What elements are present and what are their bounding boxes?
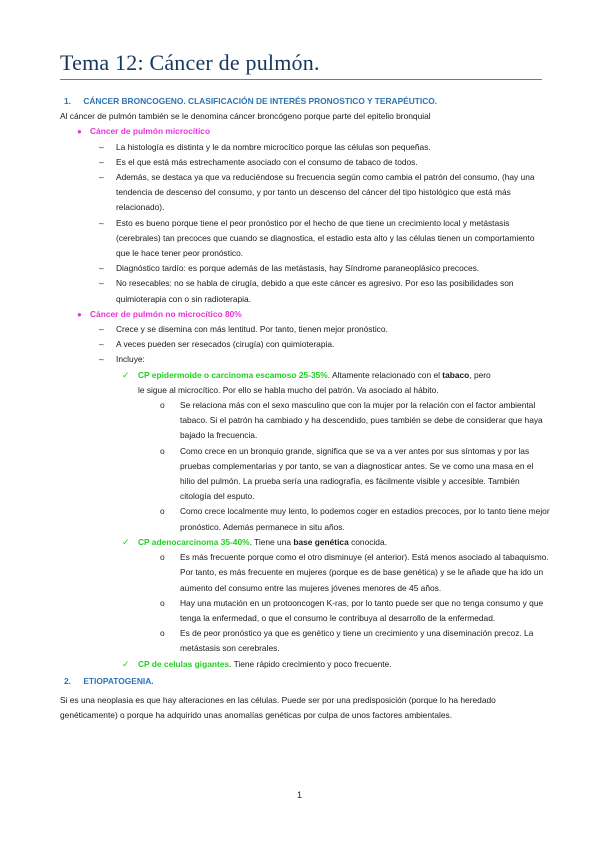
list-item-text: Esto es bueno porque tiene el peor pronóstico por el hecho de que tiene un crecimiento local y metástasis (cerebrales) tan precoces que cuando se diagnostica, el estadio esta alto y las células tienen un comportamiento que le hace tener peor pronóstico. (116, 217, 535, 259)
microcitico-heading: Cáncer de pulmón microcítico (90, 126, 211, 137)
epidermoide-label: CP epidermoide o carcinoma escamoso 25-35% (138, 369, 328, 380)
dash-icon: – (99, 339, 104, 350)
adenocarcinoma-text: . Tiene una (249, 536, 292, 547)
bullet-dot-icon: ● (77, 309, 82, 319)
no-microcitico-heading-row (60, 307, 550, 322)
circle-o-icon: o (160, 597, 165, 608)
check-icon: ✓ (122, 369, 130, 380)
sub-list-item-text: Se relaciona más con el sexo masculino que con la mujer por la relación con el factor ambiental tabaco. Si el patrón ha cambiado y ha descendido, pues también se debe de considerar que haya bajado la frecuencia. (180, 400, 543, 441)
check-icon: ✓ (122, 658, 130, 669)
adenocarcinoma-bold: base genética (293, 536, 349, 547)
sub-list-item-text: Es más frecuente porque como el otro disminuye (el anterior). Está menos asociado al tabaquismo. Por tanto, es más frecuente en mujeres (porque es de base genética) y se le añade que ha ido un aumento del consumo entre las mujeres jóvenes menores de 45 años. (180, 552, 549, 593)
dash-icon: – (99, 141, 104, 152)
dash-icon: – (99, 263, 104, 274)
dash-icon: – (99, 324, 104, 335)
list-item-text: A veces pueden ser resecados (cirugía) con quimioterapia. (116, 339, 335, 350)
list-item-text: Incluye: (116, 354, 145, 365)
section-2-title: ETIOPATOGENIA. (83, 675, 154, 686)
dash-icon: – (99, 354, 104, 365)
list-item (60, 216, 550, 262)
list-item (60, 155, 550, 170)
adenocarcinoma-label: CP adenocarcinoma 35-40% (138, 536, 250, 547)
celulas-gigantes-text: . Tiene rápido crecimiento y poco frecuente. (229, 658, 392, 669)
sub-list-item (60, 444, 550, 505)
celulas-gigantes-item (60, 657, 550, 672)
list-item-text: Diagnóstico tardío: es porque además de las metástasis, hay Síndrome paraneoplásico precoces. (116, 263, 480, 274)
list-item-text: No resecables: no se habla de cirugía, debido a que este cáncer es agresivo. Por eso las posibilidades son quimioterapia con o sin radioterapia. (116, 278, 514, 304)
sub-list-item-text: Como crece localmente muy lento, lo podemos coger en estadios precoces, por lo tanto tiene mejor pronóstico. Además permanece in situ años. (180, 506, 550, 532)
circle-o-icon: o (160, 552, 165, 563)
adenocarcinoma-item (60, 535, 550, 550)
list-item (60, 170, 550, 216)
bullet-dot-icon: ● (77, 127, 82, 137)
section-2-paragraph: Si es una neoplasia es que hay alteraciones en las células. Puede ser por una predisposición (porque lo ha heredado genéticamente) o porque ha adquirido unas anomalías genéticas por culpa de unos factores ambientales. (60, 694, 496, 721)
list-item (60, 276, 550, 306)
sub-list-item (60, 550, 550, 596)
sub-list-item (60, 398, 550, 444)
section-1-heading (64, 94, 550, 109)
epidermoide-cont: le sigue al microcítico. Por ello se habla mucho del patrón. Va asociado al hábito. (138, 384, 439, 395)
check-icon: ✓ (122, 536, 130, 547)
sub-list-item (60, 626, 550, 656)
adenocarcinoma-text-end: conocida. (351, 536, 387, 547)
document-body (60, 94, 550, 723)
circle-o-icon: o (160, 445, 165, 456)
sub-list-item-text: Como crece en un bronquio grande, significa que se va a ver antes por sus síntomas y por las pruebas complementarias y por tanto, se van a diagnosticar antes. Se ve como una masa en el hilio del pulmón. La prueba sería una radiografía, es fácilmente visible y accesible. También citología del esputo. (180, 445, 534, 502)
dash-icon: – (99, 217, 104, 228)
list-item-text: Además, se destaca ya que va reduciéndose su frecuencia según como cambia el patrón del consumo, (hay una tendencia de descenso del consumo, y por tanto un descenso del cáncer del tipo histológico que está más relacionado). (116, 172, 535, 213)
dash-icon: – (99, 278, 104, 289)
epidermoide-bold: tabaco (442, 369, 470, 380)
sub-list-item-text: Es de peor pronóstico ya que es genético y tiene un crecimiento y una diseminación precoz. La metástasis son cerebrales. (180, 628, 534, 654)
section-2-number: 2. (64, 675, 71, 686)
section-1-title: CÁNCER BRONCOGENO. CLASIFICACIÓN DE INTERÉS PRONOSTICO Y TERAPÉUTICO. (83, 96, 438, 106)
list-item (60, 352, 550, 367)
list-item (60, 337, 550, 352)
list-item (60, 322, 550, 337)
circle-o-icon: o (160, 400, 165, 411)
list-item (60, 140, 550, 155)
celulas-gigantes-label: CP de celulas gigantes (138, 658, 230, 669)
section-1-intro: Al cáncer de pulmón también se le denomina cáncer broncógeno porque parte del epitelio bronquial (60, 111, 431, 122)
circle-o-icon: o (160, 628, 165, 639)
section-2-heading (64, 674, 550, 689)
title-rule (60, 79, 542, 80)
sub-list-item (60, 596, 550, 626)
epidermoide-item (60, 368, 550, 383)
epidermoide-text-end: , pero (469, 369, 491, 380)
dash-icon: – (99, 172, 104, 183)
section-1-number: 1. (64, 96, 71, 106)
epidermoide-text: . Altamente relacionado con el (327, 369, 440, 380)
circle-o-icon: o (160, 506, 165, 517)
microcitico-heading-row (60, 124, 550, 139)
sub-list-item-text: Hay una mutación en un protooncogen K-ras, por lo tanto puede ser que no tenga consumo y que tenga la enfermedad, o que el consumo le contribuya al desarrollo de la enfermedad. (180, 597, 544, 623)
list-item (60, 261, 550, 276)
sub-list-item (60, 504, 550, 534)
page-number: 1 (296, 790, 302, 800)
list-item-text: Crece y se disemina con más lentitud. Por tanto, tienen mejor pronóstico. (116, 324, 388, 335)
page-title: Tema 12: Cáncer de pulmón. (60, 50, 320, 75)
list-item-text: Es el que está más estrechamente asociado con el consumo de tabaco de todos. (116, 156, 418, 167)
dash-icon: – (99, 156, 104, 167)
list-item-text: La histología es distinta y le da nombre microcítico porque las células son pequeñas. (116, 141, 431, 152)
no-microcitico-heading: Cáncer de pulmón no microcítico 80% (90, 308, 242, 319)
